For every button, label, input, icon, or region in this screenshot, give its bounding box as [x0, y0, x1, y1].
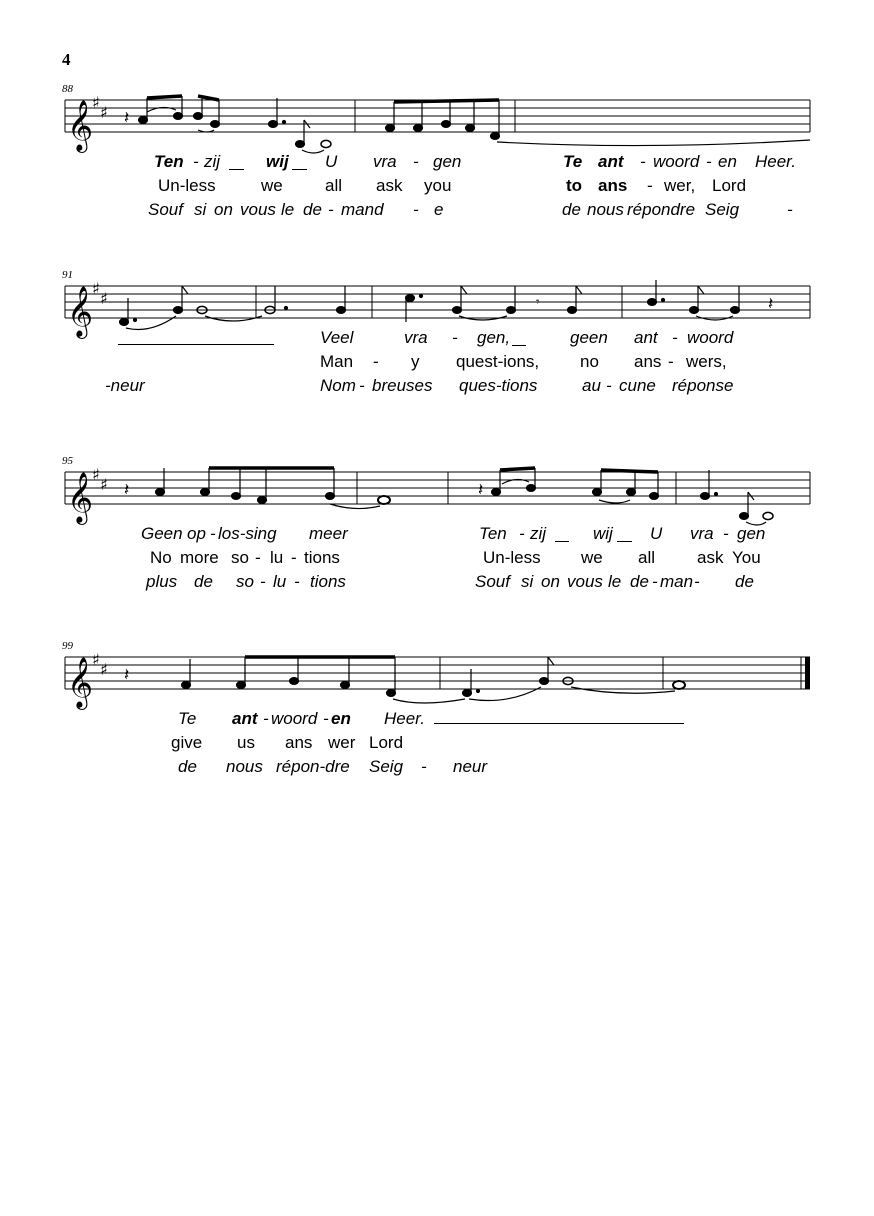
lyric-hyphen: -	[291, 548, 297, 567]
lyric-hyphen: -	[210, 524, 216, 543]
lyric-word: le	[608, 572, 622, 591]
measure-number: 91	[62, 269, 73, 281]
lyric-word: nous	[226, 757, 263, 776]
treble-clef-icon: 𝄞	[67, 100, 94, 151]
lyric-word: to	[566, 176, 583, 195]
lyric-word: mand	[341, 200, 384, 219]
lyric-word: all	[325, 176, 343, 195]
lyric-word: si	[194, 200, 207, 219]
lyric-word: ask	[697, 548, 724, 567]
lyric-hyphen: -	[263, 709, 269, 728]
lyric-word: breuses	[372, 376, 433, 395]
lyric-word: you	[424, 176, 452, 195]
lyric-word: gen	[433, 152, 462, 171]
sharp-icon: ♯	[92, 465, 100, 484]
quarter-rest-icon: 𝄽	[478, 480, 484, 500]
sharp-icon: ♯	[92, 279, 100, 298]
lyric-word: au	[582, 376, 601, 395]
lyric-word: zij	[204, 152, 221, 171]
measure-number: 88	[62, 83, 73, 95]
lyric-word: Seig	[705, 200, 740, 219]
lyric-word: op	[187, 524, 206, 543]
lyric-word: los-sing	[218, 524, 277, 543]
lyric-word: Te	[178, 709, 197, 728]
lyric-word: Ten	[479, 524, 507, 543]
lyric-word: Geen	[141, 524, 183, 543]
lyric-word: woord	[271, 709, 318, 728]
lyric-word: U	[650, 524, 663, 543]
lyric-hyphen: -	[193, 152, 199, 171]
lyric-word: nous	[587, 200, 624, 219]
sharp-icon: ♯	[100, 475, 108, 494]
lyric-hyphen: -	[328, 200, 334, 219]
eighth-rest-icon: 𝄾	[536, 295, 540, 310]
lyric-word: e	[434, 200, 444, 219]
lyric-word: Un-less	[483, 548, 541, 567]
lyric-word: -neur	[105, 376, 145, 395]
lyric-word: lu	[270, 548, 284, 567]
lyric-word: woord	[687, 328, 734, 347]
measure-number: 95	[62, 455, 73, 467]
lyric-word: de	[178, 757, 197, 776]
lyric-hyphen: -	[421, 757, 427, 776]
lyric-word: vra	[404, 328, 428, 347]
lyric-word: gen,	[477, 328, 511, 347]
lyric-word: Heer.	[384, 709, 425, 728]
lyric-hyphen: -	[694, 572, 700, 591]
lyric-word: Lord	[369, 733, 404, 752]
whole-note	[378, 496, 390, 504]
lyric-word: quest-ions,	[456, 352, 540, 371]
lyric-word: de	[562, 200, 581, 219]
lyric-word: wers,	[686, 352, 727, 371]
lyric-hyphen: -	[294, 572, 300, 591]
lyric-word: réponse	[672, 376, 734, 395]
quarter-rest-icon: 𝄽	[768, 294, 774, 314]
lyric-word: Ten	[154, 152, 184, 171]
lyric-word: we	[581, 548, 603, 567]
lyric-hyphen: -	[640, 152, 646, 171]
sharp-icon: ♯	[100, 103, 108, 122]
lyric-word: vous	[240, 200, 276, 219]
lyric-word: Heer.	[755, 152, 796, 171]
lyric-word: No	[150, 548, 172, 567]
lyric-word: ans	[598, 176, 628, 195]
lyric-hyphen: -	[652, 572, 658, 591]
lyric-word: meer	[309, 524, 348, 543]
lyric-word: woord	[653, 152, 700, 171]
lyric-word: so	[236, 572, 254, 591]
lyric-word: ant	[634, 328, 658, 347]
lyric-hyphen: -	[668, 352, 674, 371]
lyric-hyphen: -	[519, 524, 525, 543]
treble-clef-icon: 𝄞	[67, 286, 94, 337]
lyric-word: Lord	[712, 176, 747, 195]
sharp-icon: ♯	[100, 660, 108, 679]
measure-number: 99	[62, 640, 73, 652]
sharp-icon: ♯	[92, 93, 100, 112]
lyric-word: ant	[598, 152, 624, 171]
lyric-word: us	[237, 733, 255, 752]
lyric-word: en	[718, 152, 737, 171]
lyric-word: You	[732, 548, 761, 567]
lyric-word: give	[171, 733, 203, 752]
lyric-hyphen: -	[787, 200, 793, 219]
lyric-hyphen: -	[452, 328, 458, 347]
treble-clef-icon: 𝄞	[67, 657, 94, 708]
lyric-word: de	[630, 572, 649, 591]
lyric-hyphen: -	[706, 152, 712, 171]
lyric-word: wij	[593, 524, 613, 543]
lyric-word: Souf	[475, 572, 510, 591]
lyric-word: le	[281, 200, 295, 219]
lyric-word: Te	[563, 152, 583, 171]
lyric-word: so	[231, 548, 249, 567]
lyric-word: vra	[690, 524, 714, 543]
lyric-word: wij	[266, 152, 289, 171]
treble-clef-icon: 𝄞	[67, 472, 94, 523]
lyric-word: on	[541, 572, 560, 591]
lyric-word: Veel	[320, 328, 354, 347]
lyric-word: vous	[567, 572, 603, 591]
lyric-word: we	[261, 176, 283, 195]
lyric-word: Man	[320, 352, 354, 371]
lyric-hyphen: -	[255, 548, 261, 567]
lyric-word: Seig	[369, 757, 404, 776]
lyric-hyphen: -	[260, 572, 266, 591]
lyric-word: ask	[376, 176, 403, 195]
lyric-word: gen	[737, 524, 766, 543]
lyric-word: geen	[570, 328, 608, 347]
lyric-word: lu	[273, 572, 287, 591]
lyric-word: all	[638, 548, 656, 567]
lyric-hyphen: -	[323, 709, 329, 728]
lyric-word: Nom	[320, 376, 356, 395]
sharp-icon: ♯	[100, 289, 108, 308]
final-barline	[805, 657, 810, 689]
lyric-word: tions	[304, 548, 340, 567]
lyric-word: vra	[373, 152, 397, 171]
lyric-hyphen: -	[723, 524, 729, 543]
quarter-rest-icon: 𝄽	[124, 480, 130, 500]
lyric-word: de	[735, 572, 754, 591]
lyric-word: neur	[453, 757, 488, 776]
lyric-word: de	[303, 200, 322, 219]
lyric-word: more	[180, 548, 219, 567]
lyric-word: cune	[619, 376, 656, 395]
lyric-word: zij	[530, 524, 547, 543]
staff-system-4	[0, 557, 874, 797]
lyric-word: si	[521, 572, 534, 591]
lyric-word: ans	[634, 352, 662, 371]
lyric-word: ant	[232, 709, 258, 728]
lyric-word: tions	[310, 572, 346, 591]
lyric-hyphen: -	[647, 176, 653, 195]
lyric-word: ques-tions	[459, 376, 538, 395]
lyric-word: Souf	[148, 200, 183, 219]
lyric-word: de	[194, 572, 213, 591]
lyric-hyphen: -	[413, 200, 419, 219]
lyric-hyphen: -	[373, 352, 379, 371]
lyric-word: ans	[285, 733, 313, 752]
lyric-word: répondre	[627, 200, 696, 219]
whole-note	[673, 681, 685, 689]
lyric-word: wer	[328, 733, 356, 752]
lyric-word: U	[325, 152, 338, 171]
lyric-hyphen: -	[413, 152, 419, 171]
quarter-rest-icon: 𝄽	[124, 108, 130, 128]
sharp-icon: ♯	[92, 650, 100, 669]
lyric-word: wer,	[664, 176, 696, 195]
lyric-hyphen: -	[359, 376, 365, 395]
lyric-hyphen: -	[606, 376, 612, 395]
lyric-word: répon-dre	[276, 757, 350, 776]
lyric-hyphen: -	[672, 328, 678, 347]
lyric-word: en	[331, 709, 351, 728]
lyric-word: no	[580, 352, 599, 371]
lyric-word: man	[660, 572, 694, 591]
quarter-rest-icon: 𝄽	[124, 665, 130, 685]
lyric-word: plus	[146, 572, 178, 591]
page-number: 4	[62, 50, 71, 69]
lyric-word: Un-less	[158, 176, 216, 195]
lyric-word: on	[214, 200, 233, 219]
lyric-word: y	[411, 352, 420, 371]
